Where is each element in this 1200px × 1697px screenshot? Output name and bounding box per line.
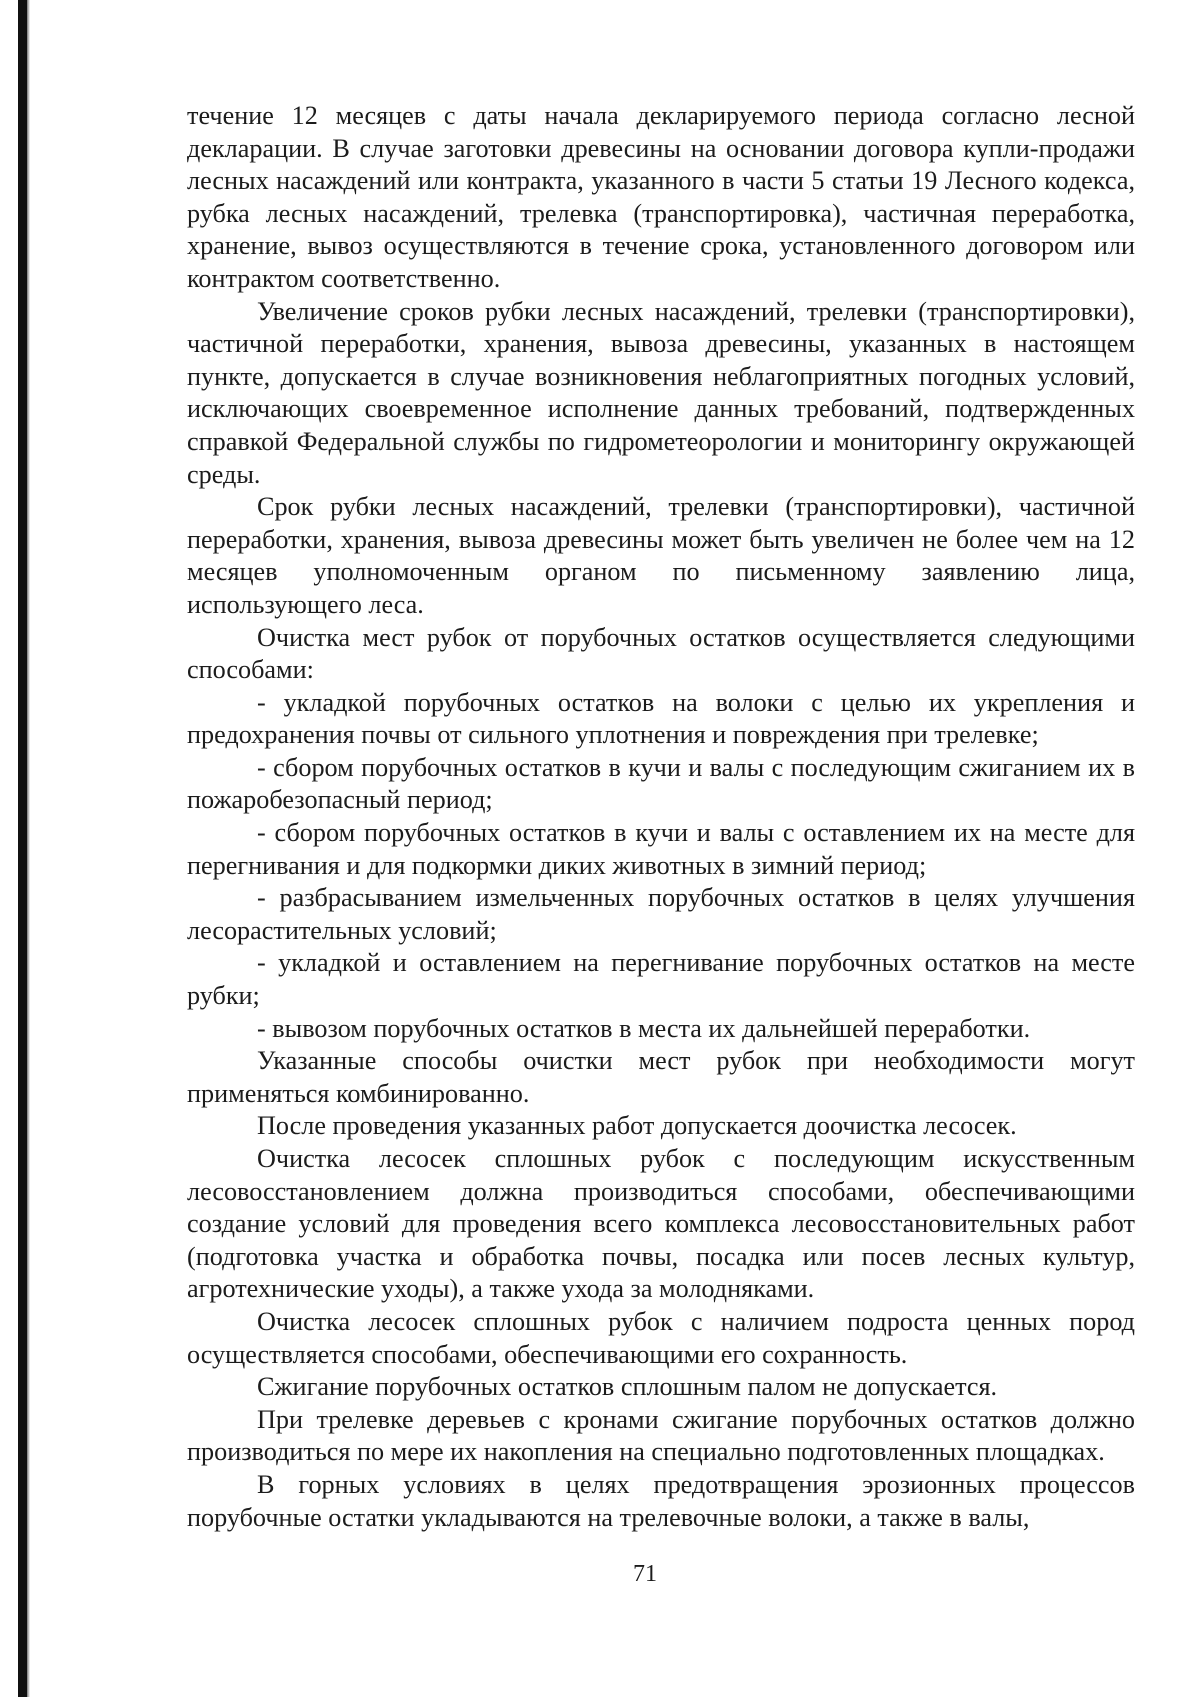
paragraph: После проведения указанных работ допускается доочистка лесосек. <box>257 1111 1017 1141</box>
paragraph: Очистка лесосек сплошных рубок с последующим искусственным лесовосстановлением должна производиться способами, обеспечивающими создание условий для проведения всего комплекса лесовосстановительных работ (подготовка участка и обработка почвы, посадка или посев лесных культур, агротехнические уходы), а также ухода за молодняками. <box>187 1144 1135 1304</box>
paragraph: Срок рубки лесных насаждений, трелевки (транспортировки), частичной переработки, хранения, вывоза древесины может быть увеличен не более чем на 12 месяцев уполномоченным органом по письменному заявлению лица, использующего леса. <box>187 492 1135 619</box>
paragraph: Указанные способы очистки мест рубок при необходимости могут применяться комбинированно. <box>187 1046 1135 1108</box>
page-number: 71 <box>633 1561 657 1587</box>
scan-edge-shadow <box>27 0 30 1697</box>
list-item: - сбором порубочных остатков в кучи и валы с последующим сжиганием их в пожаробезопасный период; <box>187 752 1135 815</box>
list-item: - укладкой и оставлением на перегнивание порубочных остатков на месте рубки; <box>187 948 1135 1011</box>
paragraph: Очистка мест рубок от порубочных остатков осуществляется следующими способами: <box>187 622 1135 685</box>
list-item: - разбрасыванием измельченных порубочных остатков в целях улучшения лесорастительных условий; <box>187 883 1135 945</box>
paragraph: Увеличение сроков рубки лесных насаждений, трелевки (транспортировки), частичной переработки, хранения, вывоза древесины, указанных в настоящем пункте, допускается в случае возникновения неблагоприятных погодных условий, исключающих своевременное исполнение данных требований, подтвержденных справкой Федеральной службы по гидрометеорологии и мониторингу окружающей среды. <box>187 296 1135 489</box>
paragraph: При трелевке деревьев с кронами сжигание порубочных остатков должно производиться по мере их накопления на специально подготовленных площадках. <box>187 1404 1135 1467</box>
paragraph: Очистка лесосек сплошных рубок с наличием подроста ценных пород осуществляется способами, обеспечивающими его сохранность. <box>187 1306 1135 1369</box>
paragraph: В горных условиях в целях предотвращения эрозионных процессов порубочные остатки укладываются на трелевочные волоки, а также в валы, <box>187 1469 1135 1532</box>
list-item: - укладкой порубочных остатков на волоки с целью их укрепления и предохранения почвы от сильного уплотнения и повреждения при трелевке; <box>187 687 1135 750</box>
document-body <box>187 100 1135 1534</box>
list-item: - вывозом порубочных остатков в места их дальнейшей переработки. <box>257 1013 1031 1043</box>
list-item: - сбором порубочных остатков в кучи и валы с оставлением их на месте для перегнивания и для подкормки диких животных в зимний период; <box>187 818 1135 880</box>
paragraph: Сжигание порубочных остатков сплошным палом не допускается. <box>257 1372 998 1402</box>
paragraph-continuation: течение 12 месяцев с даты начала декларируемого периода согласно лесной декларации. В случае заготовки древесины на основании договора купли-продажи лесных насаждений или контракта, указанного в части 5 статьи 19 Лесного кодекса, рубка лесных насаждений, трелевка (транспортировка), частичная переработка, хранение, вывоз осуществляются в течение срока, установленного договором или контрактом соответственно. <box>187 101 1135 293</box>
scan-edge <box>18 0 27 1697</box>
